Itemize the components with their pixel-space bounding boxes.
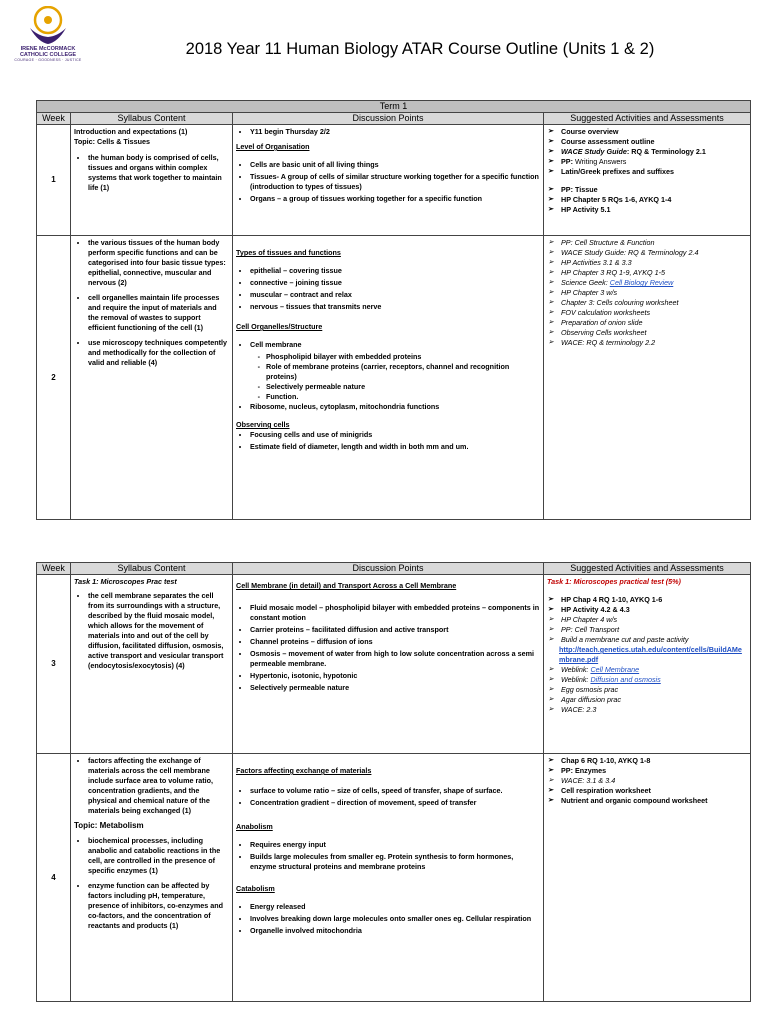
activity-item: ➢ Science Geek: Cell Biology Review xyxy=(559,278,747,288)
activity-item: ➢ PP: Cell Transport xyxy=(559,625,747,635)
week-number: 3 xyxy=(37,575,71,754)
activity-item: ➢ Build a membrane cut and paste activity xyxy=(559,635,747,645)
col-week: Week xyxy=(37,113,71,125)
syllabus-point: • cell organelles maintain life processes and require the input of materials and the removal of wastes to support efficient functioning of the cell (1) xyxy=(88,293,229,333)
activity-item: ➢ HP Activity 4.2 & 4.3 xyxy=(559,605,747,615)
activity-item: ➢ HP Activity 5.1 xyxy=(559,205,747,215)
activities-cell xyxy=(544,754,751,1002)
col-activities: Suggested Activities and Assessments xyxy=(544,563,751,575)
syllabus-cell xyxy=(71,575,233,754)
discussion-point: • Y11 begin Thursday 2/2 xyxy=(250,127,540,137)
activity-item: ➢ Weblink: Diffusion and osmosis xyxy=(559,675,747,685)
col-syllabus: Syllabus Content xyxy=(71,113,233,125)
discussion-point: • nervous – tissues that transmits nerve xyxy=(250,302,540,312)
diffusion-osmosis-link[interactable]: Diffusion and osmosis xyxy=(590,675,661,684)
logo-motto: COURAGE · GOODNESS · JUSTICE xyxy=(14,58,82,62)
discussion-point: • Concentration gradient – direction of movement, speed of transfer xyxy=(250,798,540,808)
col-week: Week xyxy=(37,563,71,575)
activities-cell xyxy=(544,575,751,754)
activity-item: ➢ WACE Study Guide: RQ & Terminology 2.1 xyxy=(559,147,747,157)
activity-item: ➢ Observing Cells worksheet xyxy=(559,328,747,338)
college-crest-icon xyxy=(26,6,70,46)
activity-item: ➢ PP: Enzymes xyxy=(559,766,747,776)
term1-table xyxy=(36,100,751,520)
syllabus-point: • the human body is comprised of cells, tissues and organs within complex systems that work together to maintain life (1) xyxy=(88,153,229,193)
discussion-point: • Osmosis – movement of water from high to low solute concentration across a semi permeable membrane. xyxy=(250,649,540,669)
topic-heading: Topic: Cells & Tissues xyxy=(74,137,151,146)
discussion-point: • Organelle involved mitochondria xyxy=(250,926,540,936)
activity-item: ➢ Latin/Greek prefixes and suffixes xyxy=(559,167,747,177)
activity-item: ➢ PP: Writing Answers xyxy=(559,157,747,167)
discussion-point: • Focusing cells and use of minigrids xyxy=(250,430,540,440)
discussion-point: • epithelial – covering tissue xyxy=(250,266,540,276)
week-number: 1 xyxy=(37,125,71,236)
week-number: 4 xyxy=(37,754,71,1002)
discussion-point: • connective – joining tissue xyxy=(250,278,540,288)
activity-item: ➢ Course assessment outline xyxy=(559,137,747,147)
activity-item: ➢ HP Activities 3.1 & 3.3 xyxy=(559,258,747,268)
activity-item: ➢ Course overview xyxy=(559,127,747,137)
discussion-heading: Cell Organelles/Structure xyxy=(236,322,323,331)
week-number: 2 xyxy=(37,236,71,520)
discussion-point: • Requires energy input xyxy=(250,840,540,850)
task-heading: Task 1: Microscopes practical test (5%) xyxy=(547,577,681,586)
discussion-point: • Carrier proteins – facilitated diffusion and active transport xyxy=(250,625,540,635)
discussion-heading: Observing cells xyxy=(236,420,290,429)
activities-cell xyxy=(544,125,751,236)
discussion-point: • Hypertonic, isotonic, hypotonic xyxy=(250,671,540,681)
activity-item: ➢ HP Chapter 3 RQ 1-9, AYKQ 1-5 xyxy=(559,268,747,278)
discussion-subpoint: - Selectively permeable nature xyxy=(266,382,540,392)
discussion-heading: Level of Organisation xyxy=(236,142,310,151)
syllabus-point: • enzyme function can be affected by factors including pH, temperature, presence of inhibitors, co-enzymes and co-factors, and the concentration of reactants and products (1) xyxy=(88,881,229,931)
activity-item: ➢ HP Chapter 4 w/s xyxy=(559,615,747,625)
discussion-point: • Involves breaking down large molecules onto smaller ones eg. Cellular respiration xyxy=(250,914,540,924)
discussion-subpoint: - Role of membrane proteins (carrier, receptors, channel and recognition proteins) xyxy=(266,362,540,382)
discussion-point: • surface to volume ratio – size of cells, speed of transfer, shape of surface. xyxy=(250,786,540,796)
activity-item: ➢ HP Chapter 5 RQs 1-6, AYKQ 1-4 xyxy=(559,195,747,205)
activities-cell xyxy=(544,236,751,520)
term-header: Term 1 xyxy=(37,101,751,113)
discussion-heading: Factors affecting exchange of materials xyxy=(236,766,372,775)
activity-item: ➢ PP: Tissue xyxy=(559,185,747,195)
activity-item: ➢ Chap 6 RQ 1-10, AYKQ 1-8 xyxy=(559,756,747,766)
discussion-point: • Energy released xyxy=(250,902,540,912)
discussion-cell xyxy=(233,754,544,1002)
col-discussion: Discussion Points xyxy=(233,563,544,575)
logo-line2: CATHOLIC COLLEGE xyxy=(19,52,77,58)
activity-item: ➢ Egg osmosis prac xyxy=(559,685,747,695)
discussion-point: • Fluid mosaic model – phospholipid bilayer with embedded proteins – components in constant motion xyxy=(250,603,540,623)
syllabus-point: • the various tissues of the human body perform specific functions and can be categorised into four basic tissue types: epithelial, connective, muscular and nervous (2) xyxy=(88,238,229,288)
discussion-cell xyxy=(233,575,544,754)
discussion-heading: Catabolism xyxy=(236,884,275,893)
activity-item: ➢ WACE: RQ & terminology 2.2 xyxy=(559,338,747,348)
discussion-point: • Tissues- A group of cells of similar structure working together for a specific function (introduction to types of tissues) xyxy=(250,172,540,192)
syllabus-point: • factors affecting the exchange of materials across the cell membrane include surface area to volume ratio, concentration gradients, and the physical and chemical nature of the materials being exchanged (1) xyxy=(88,756,229,816)
table-row xyxy=(37,575,751,754)
discussion-point: • Builds large molecules from smaller eg. Protein synthesis to form hormones, enzyme structural proteins and membrane proteins xyxy=(250,852,540,872)
discussion-point: • Organs – a group of tissues working together for a specific function xyxy=(250,194,540,204)
syllabus-cell xyxy=(71,236,233,520)
discussion-point: • Cell membrane xyxy=(250,340,540,350)
term1-continued-table xyxy=(36,562,751,1002)
discussion-point: • Estimate field of diameter, length and width in both mm and um. xyxy=(250,442,540,452)
logo-line1: IRENE McCORMACK xyxy=(20,46,76,52)
cell-membrane-link[interactable]: Cell Membrane xyxy=(590,665,640,674)
syllabus-cell xyxy=(71,754,233,1002)
activity-item: ➢ FOV calculation worksheets xyxy=(559,308,747,318)
col-activities: Suggested Activities and Assessments xyxy=(544,113,751,125)
table-row xyxy=(37,125,751,236)
discussion-point: • Selectively permeable nature xyxy=(250,683,540,693)
discussion-heading: Cell Membrane (in detail) and Transport Across a Cell Membrane xyxy=(236,581,457,590)
college-logo xyxy=(12,6,84,90)
activity-item: ➢ HP Chap 4 RQ 1-10, AYKQ 1-6 xyxy=(559,595,747,605)
build-membrane-link[interactable]: http://teach.genetics.utah.edu/content/cells/BuildAMembrane.pdf xyxy=(559,645,742,664)
syllabus-point: • the cell membrane separates the cell from its surroundings with a structure, described by the fluid mosaic model, which allows for the movement of materials into and out of the cell by diffusion, facilitated diffusion, osmosis, active transport and vesicular transport (endocytosis/exocytosis) (4) xyxy=(88,591,229,671)
activity-item: ➢ HP Chapter 3 w/s xyxy=(559,288,747,298)
cell-biology-review-link[interactable]: Cell Biology Review xyxy=(609,278,674,287)
syllabus-text: Introduction and expectations (1) xyxy=(74,127,188,136)
task-heading: Task 1: Microscopes Prac test xyxy=(74,577,177,586)
discussion-point: • Channel proteins – diffusion of ions xyxy=(250,637,540,647)
discussion-heading: Types of tissues and functions xyxy=(236,248,341,257)
activity-item: ➢ WACE Study Guide: RQ & Terminology 2.4 xyxy=(559,248,747,258)
activity-item: ➢ Cell respiration worksheet xyxy=(559,786,747,796)
activity-item: ➢ Nutrient and organic compound worksheet xyxy=(559,796,747,806)
page-title: 2018 Year 11 Human Biology ATAR Course Outline (Units 1 & 2) xyxy=(185,40,655,58)
table-row xyxy=(37,754,751,1002)
discussion-point: • muscular – contract and relax xyxy=(250,290,540,300)
discussion-subpoint: - Phospholipid bilayer with embedded proteins xyxy=(266,352,540,362)
topic-heading: Topic: Metabolism xyxy=(74,821,144,830)
activity-item: ➢ PP: Cell Structure & Function xyxy=(559,238,747,248)
col-discussion: Discussion Points xyxy=(233,113,544,125)
activity-item: ➢ Chapter 3: Cells colouring worksheet xyxy=(559,298,747,308)
col-syllabus: Syllabus Content xyxy=(71,563,233,575)
activity-item: ➢ WACE: 3.1 & 3.4 xyxy=(559,776,747,786)
discussion-cell xyxy=(233,125,544,236)
activity-item: ➢ Weblink: Cell Membrane xyxy=(559,665,747,675)
activity-item: ➢ WACE: 2.3 xyxy=(559,705,747,715)
activity-item: ➢ Agar diffusion prac xyxy=(559,695,747,705)
discussion-heading: Anabolism xyxy=(236,822,273,831)
activity-item: ➢ Preparation of onion slide xyxy=(559,318,747,328)
discussion-point: • Ribosome, nucleus, cytoplasm, mitochondria functions xyxy=(250,402,540,412)
discussion-point: • Cells are basic unit of all living things xyxy=(250,160,540,170)
syllabus-point: • biochemical processes, including anabolic and catabolic reactions in the cell, are controlled in the presence of specific enzymes (1) xyxy=(88,836,229,876)
discussion-cell xyxy=(233,236,544,520)
syllabus-point: • use microscopy techniques competently and methodically for the collection of valid and reliable (4) xyxy=(88,338,229,368)
discussion-subpoint: - Function. xyxy=(266,392,540,402)
syllabus-cell xyxy=(71,125,233,236)
table-row xyxy=(37,236,751,520)
